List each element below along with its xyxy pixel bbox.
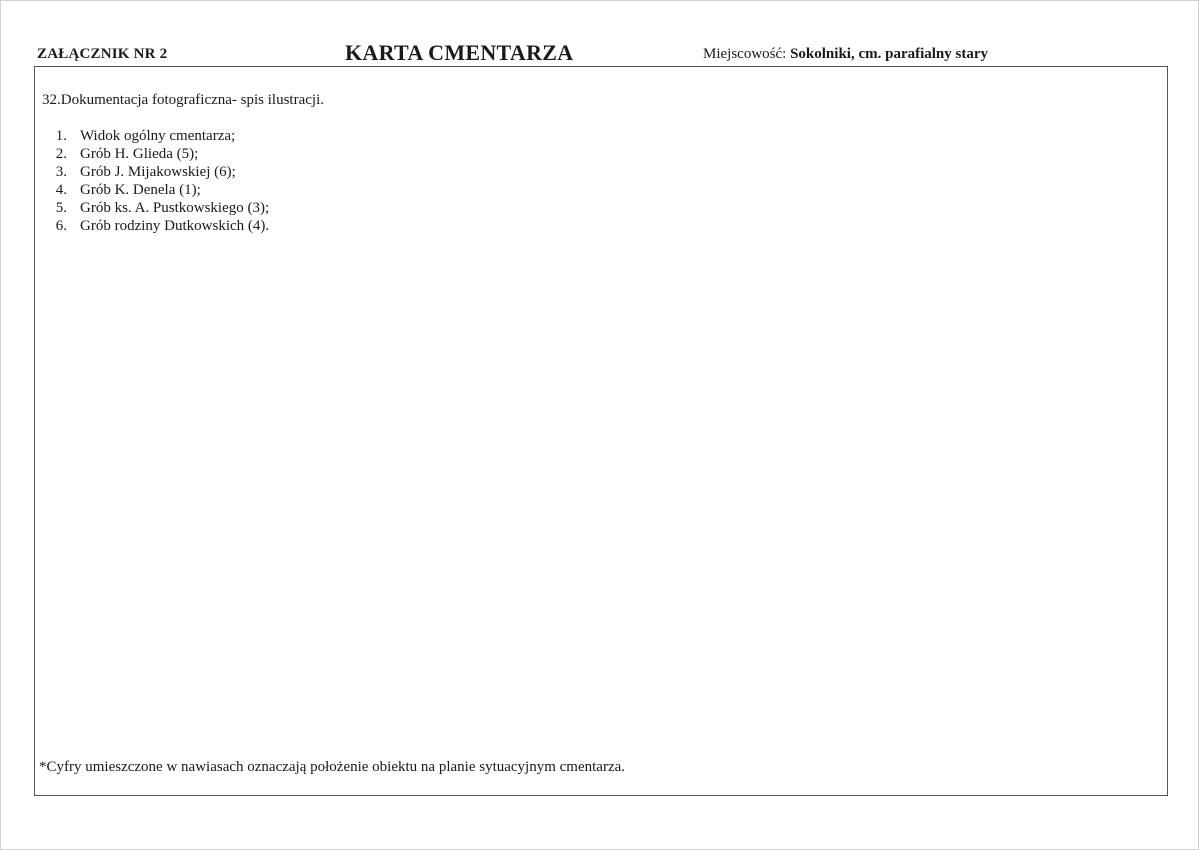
- location-value: Sokolniki, cm. parafialny stary: [790, 46, 989, 62]
- list-item-number: 2.: [55, 146, 67, 162]
- annex-label: ZAŁĄCZNIK NR 2: [37, 46, 168, 62]
- list-item-text: Grób ks. A. Pustkowskiego (3);: [80, 200, 270, 216]
- list-item-number: 6.: [55, 218, 67, 234]
- list-item-number: 5.: [55, 200, 67, 216]
- footnote: *Cyfry umieszczone w nawiasach oznaczają położenie obiektu na planie sytuacyjnym cmentarza.: [39, 759, 626, 775]
- list-item-text: Grób H. Glieda (5);: [80, 146, 199, 162]
- content-box: [34, 66, 1168, 796]
- list-item-text: Grób K. Denela (1);: [80, 182, 201, 198]
- location-field: [703, 46, 988, 63]
- list-item: [42, 163, 269, 181]
- list-item-number: 1.: [55, 128, 67, 144]
- document-title: KARTA CMENTARZA: [345, 40, 574, 65]
- section-title: 32.Dokumentacja fotograficzna- spis ilustracji.: [42, 92, 324, 108]
- list-item: [42, 127, 269, 145]
- photo-list: [42, 127, 269, 235]
- list-item-number: 4.: [55, 182, 67, 198]
- list-item-number: 3.: [55, 164, 67, 180]
- list-item-text: Widok ogólny cmentarza;: [80, 128, 236, 144]
- list-item: [42, 181, 269, 199]
- location-label: Miejscowość:: [703, 46, 787, 62]
- list-item-text: Grób rodziny Dutkowskich (4).: [80, 218, 270, 234]
- list-item: [42, 217, 269, 235]
- list-item-text: Grób J. Mijakowskiej (6);: [80, 164, 236, 180]
- list-item: [42, 145, 269, 163]
- document-header: [35, 40, 1169, 66]
- list-item: [42, 199, 269, 217]
